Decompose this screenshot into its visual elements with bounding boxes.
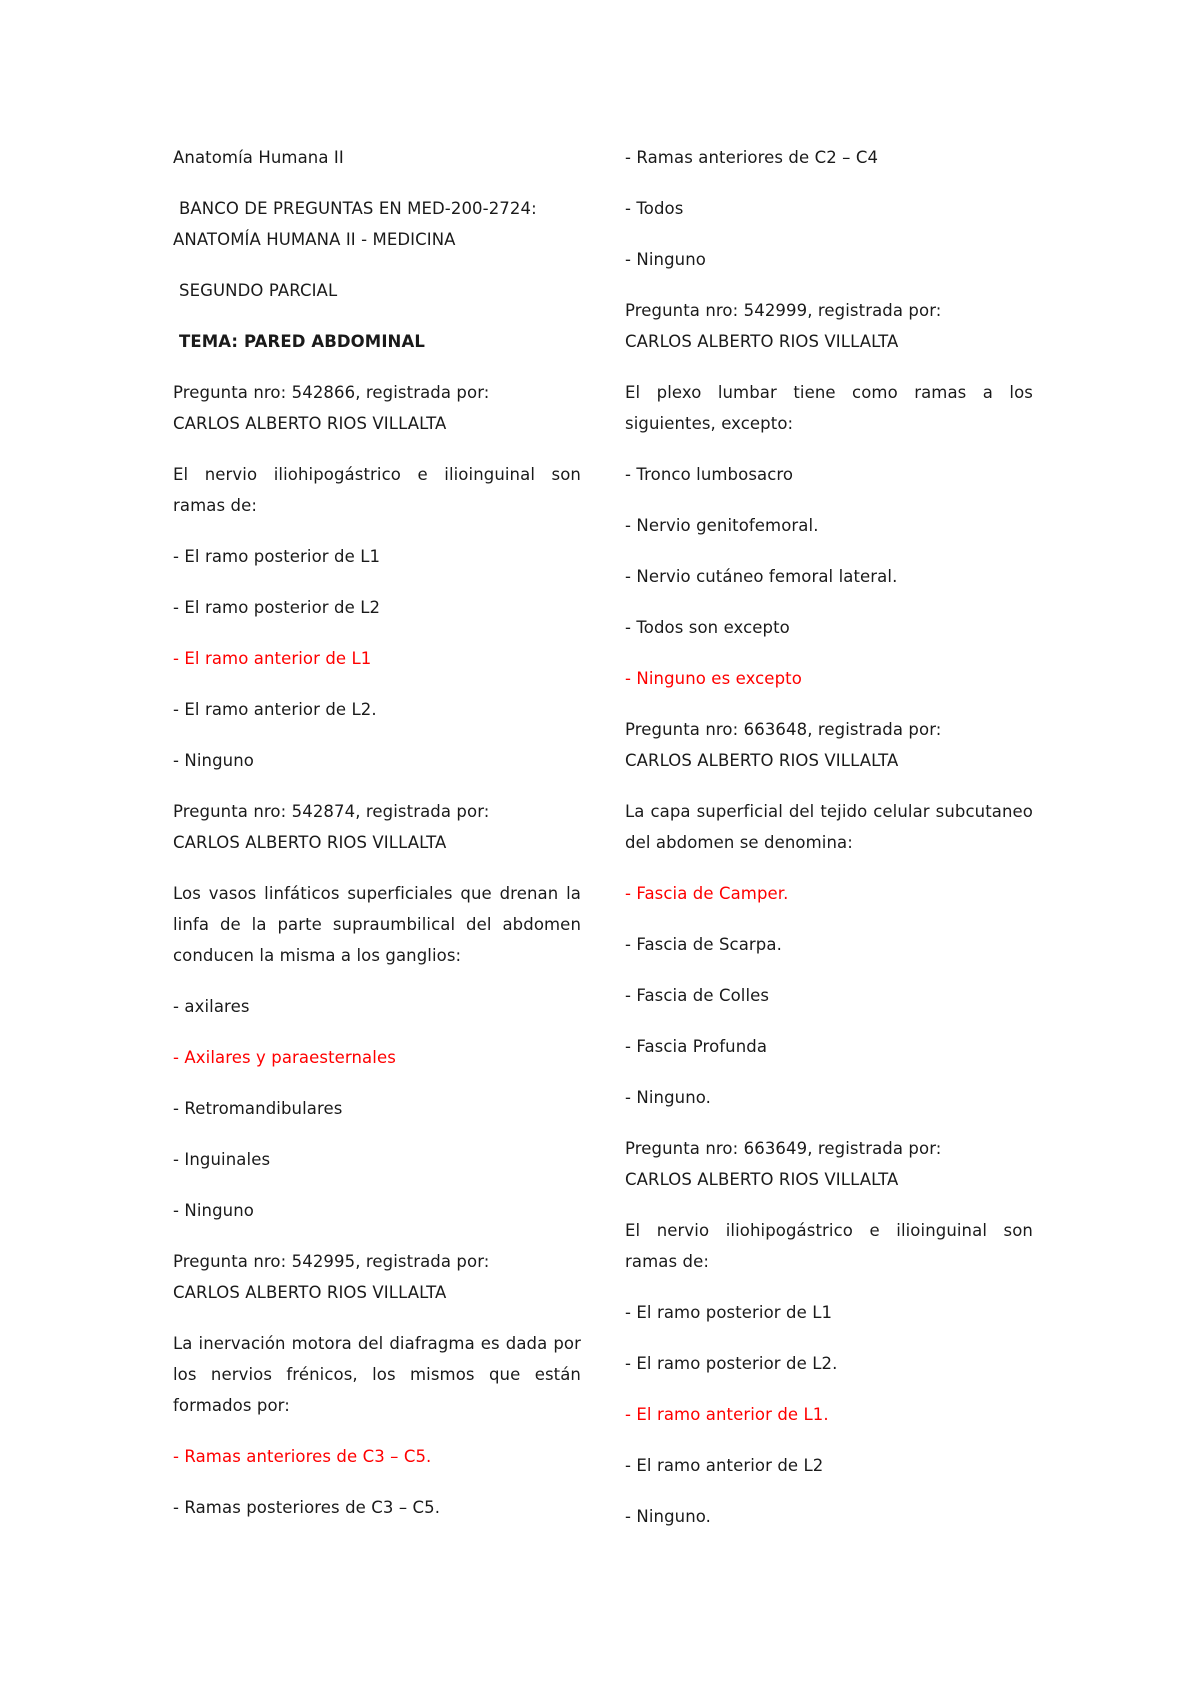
- bank-line-1: BANCO DE PREGUNTAS EN MED-200-2724:: [179, 199, 537, 218]
- question-author: CARLOS ALBERTO RIOS VILLALTA: [173, 833, 447, 852]
- answer-option: - Todos: [625, 199, 684, 218]
- question-author: CARLOS ALBERTO RIOS VILLALTA: [173, 1283, 447, 1302]
- question-number: Pregunta nro: 542999, registrada por:: [625, 301, 942, 320]
- question-number: Pregunta nro: 663648, registrada por:: [625, 720, 942, 739]
- answer-option: - Nervio cutáneo femoral lateral.: [625, 567, 898, 586]
- answer-option: - Ramas posteriores de C3 – C5.: [173, 1498, 441, 1517]
- correct-answer-option: - Ramas anteriores de C3 – C5.: [173, 1447, 432, 1466]
- answer-option: - Tronco lumbosacro: [625, 465, 794, 484]
- answer-option: - Ninguno.: [625, 1507, 712, 1526]
- exam-title: SEGUNDO PARCIAL: [179, 281, 338, 300]
- answer-option: - Inguinales: [173, 1150, 271, 1169]
- question-number: Pregunta nro: 542995, registrada por:: [173, 1252, 490, 1271]
- question-text: La inervación motora del diafragma es dada por los nervios frénicos, los mismos que están formados por:: [173, 1334, 581, 1415]
- answer-option: - Fascia de Scarpa.: [625, 935, 782, 954]
- answer-option: - Fascia de Colles: [625, 986, 770, 1005]
- answer-option: - Ramas anteriores de C2 – C4: [625, 148, 879, 167]
- subject-title: Anatomía Humana II: [173, 148, 344, 167]
- correct-answer-option: - Fascia de Camper.: [625, 884, 789, 903]
- topic-title: TEMA: PARED ABDOMINAL: [179, 332, 425, 351]
- answer-option: - Ninguno.: [625, 1088, 712, 1107]
- question-number: Pregunta nro: 542874, registrada por:: [173, 802, 490, 821]
- question-text: El plexo lumbar tiene como ramas a los siguientes, excepto:: [625, 383, 1033, 433]
- question-header: [625, 714, 1033, 776]
- question-text: Los vasos linfáticos superficiales que drenan la linfa de la parte supraumbilical del abdomen conducen la misma a los ganglios:: [173, 884, 581, 965]
- question-number: Pregunta nro: 663649, registrada por:: [625, 1139, 942, 1158]
- answer-option: - axilares: [173, 997, 250, 1016]
- question-author: CARLOS ALBERTO RIOS VILLALTA: [625, 751, 899, 770]
- question-text: El nervio iliohipogástrico e ilioinguinal son ramas de:: [173, 465, 581, 515]
- answer-option: - El ramo posterior de L2: [173, 598, 381, 617]
- answer-option: - Todos son excepto: [625, 618, 790, 637]
- correct-answer-option: - Ninguno es excepto: [625, 669, 802, 688]
- bank-line-2: ANATOMÍA HUMANA II - MEDICINA: [173, 230, 456, 249]
- left-column: [173, 142, 581, 1543]
- answer-option: - El ramo posterior de L1: [625, 1303, 833, 1322]
- question-text: El nervio iliohipogástrico e ilioinguinal son ramas de:: [625, 1221, 1033, 1271]
- question-header: [173, 1246, 581, 1308]
- question-text: La capa superficial del tejido celular subcutaneo del abdomen se denomina:: [625, 802, 1033, 852]
- correct-answer-option: - El ramo anterior de L1.: [625, 1405, 829, 1424]
- question-header: [625, 295, 1033, 357]
- answer-option: - Ninguno: [173, 751, 254, 770]
- question-author: CARLOS ALBERTO RIOS VILLALTA: [625, 1170, 899, 1189]
- question-header: [173, 377, 581, 439]
- question-number: Pregunta nro: 542866, registrada por:: [173, 383, 490, 402]
- question-author: CARLOS ALBERTO RIOS VILLALTA: [173, 414, 447, 433]
- answer-option: - El ramo anterior de L2: [625, 1456, 824, 1475]
- answer-option: - Retromandibulares: [173, 1099, 343, 1118]
- correct-answer-option: - Axilares y paraesternales: [173, 1048, 396, 1067]
- answer-option: - El ramo anterior de L2.: [173, 700, 377, 719]
- question-header: [625, 1133, 1033, 1195]
- question-author: CARLOS ALBERTO RIOS VILLALTA: [625, 332, 899, 351]
- answer-option: - Ninguno: [173, 1201, 254, 1220]
- answer-option: - El ramo posterior de L1: [173, 547, 381, 566]
- answer-option: - El ramo posterior de L2.: [625, 1354, 838, 1373]
- correct-answer-option: - El ramo anterior de L1: [173, 649, 372, 668]
- answer-option: - Fascia Profunda: [625, 1037, 768, 1056]
- right-column: [625, 142, 1033, 1552]
- answer-option: - Ninguno: [625, 250, 706, 269]
- question-header: [173, 796, 581, 858]
- question-bank-heading: [173, 193, 581, 255]
- answer-option: - Nervio genitofemoral.: [625, 516, 819, 535]
